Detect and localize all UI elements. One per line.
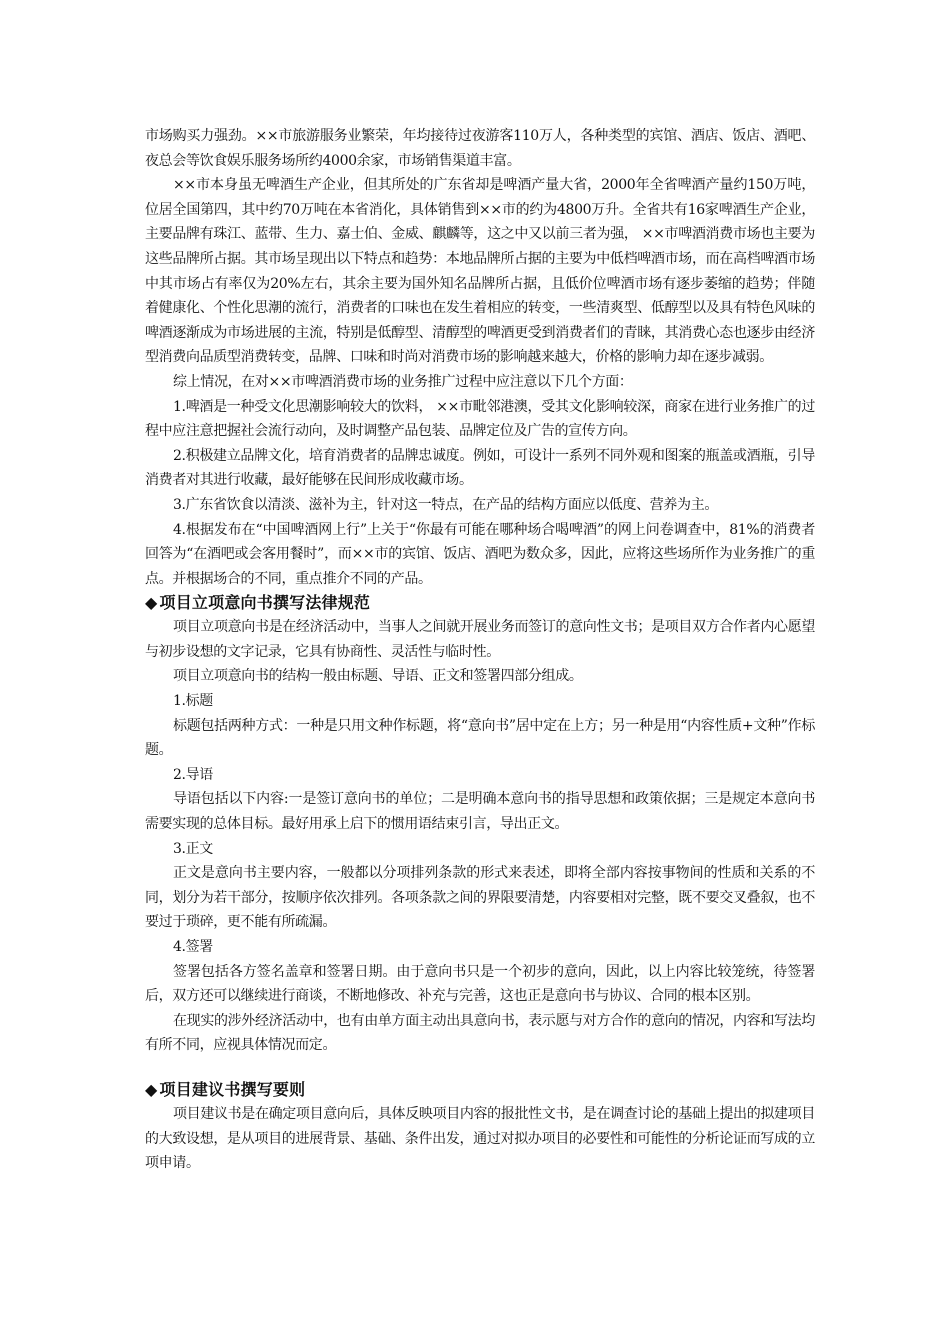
subsection-body: 标题包括两种方式：一种是只用文种作标题，将“意向书”居中定在上方；另一种是用“内容性质+文种”作标题。 — [145, 717, 815, 759]
document-page — [145, 124, 815, 1176]
paragraph-intent-structure: 项目立项意向书的结构一般由标题、导语、正文和签署四部分组成。 — [173, 668, 583, 685]
intent-letter-section — [145, 591, 815, 1058]
subsection-body: 签署包括各方签名盖章和签署日期。由于意向书只是一个初步的意向，因此，以上内容比较笼统，待签署后，双方还可以继续进行商谈，不断地修改、补充与完善，这也正是意向书与协议、合同的根本区别。 — [145, 963, 815, 1005]
subsection-body: 导语包括以下内容:一是签订意向书的单位；二是明确本意向书的指导思想和政策依据；三是规定本意向书需要实现的总体目标。最好用承上启下的惯用语结束引言，导出正文。 — [145, 791, 815, 833]
section-heading — [145, 591, 815, 615]
heading-text: 项目立项意向书撰写法律规范 — [159, 593, 371, 613]
subsection-title: 4.签署 — [173, 939, 213, 955]
market-analysis-section — [145, 124, 815, 591]
paragraph-intent-definition: 项目立项意向书是在经济活动中，当事人之间就开展业务而签订的意向性文书；是项目双方合作者内心愿望与初步设想的文字记录，它具有协商性、灵活性与临时性。 — [145, 619, 815, 660]
paragraph-market-overview: 市场购买力强劲。××市旅游服务业繁荣，年均接待过夜游客110万人，各种类型的宾馆、酒店、饭店、酒吧、夜总会等饮食娱乐服务场所约4000余家，市场销售渠道丰富。 — [145, 128, 815, 169]
paragraph-summary-lead: 综上情况，在对××市啤酒消费市场的业务推广过程中应注意以下几个方面： — [173, 373, 633, 390]
paragraph-closing-note: 在现实的涉外经济活动中，也有由单方面主动出具意向书，表示愿与对方合作的意向的情况，内容和写法均有所不同，应视具体情况而定。 — [145, 1012, 815, 1054]
list-item: 1.啤酒是一种受文化思潮影响较大的饮料， ××市毗邻港澳，受其文化影响较深，商家在进行业务推广的过程中应注意把握社会流行动向，及时调整产品包装、品牌定位及广告的宣传方向。 — [145, 398, 815, 440]
paragraph-proposal-definition: 项目建议书是在确定项目意向后，具体反映项目内容的报批性文书，是在调查讨论的基础上提出的拟建项目的大致设想，是从项目的进展背景、基础、条件出发，通过对拟办项目的必要性和可能性的分析论证而写成的立项申请。 — [145, 1105, 815, 1172]
heading-text: 项目建议书撰写要则 — [159, 1079, 306, 1099]
subsection-title: 3.正文 — [173, 840, 213, 857]
subsection-title: 2.导语 — [173, 766, 213, 783]
subsection-title: 1.标题 — [173, 693, 213, 710]
list-item: 2.积极建立品牌文化，培育消费者的品牌忠诚度。例如，可设计一系列不同外观和图案的瓶盖或酒瓶，引导消费者对其进行收藏，最好能够在民间形成收藏市场。 — [145, 447, 815, 489]
section-spacer — [145, 1058, 815, 1078]
diamond-bullet-icon: ◆ — [145, 1079, 158, 1099]
list-item: 3.广东省饮食以清淡、滋补为主，针对这一特点，在产品的结构方面应以低度、营养为主。 — [173, 496, 719, 513]
section-heading — [145, 1078, 815, 1102]
proposal-section — [145, 1078, 815, 1176]
list-item: 4.根据发布在“中国啤酒网上行”上关于“你最有可能在哪种场合喝啤酒”的网上问卷调查中，81%的消费者回答为“在酒吧或会客用餐时”，而××市的宾馆、饭店、酒吧为数众多，因此，应将这些场所作为业务推广的重点。并根据场合的不同，重点推介不同的产品。 — [145, 521, 815, 587]
diamond-bullet-icon: ◆ — [145, 593, 158, 613]
subsection-body: 正文是意向书主要内容，一般都以分项排列条款的形式来表述，即将全部内容按事物间的性质和关系的不同，划分为若干部分，按顺序依次排列。各项条款之间的界限要清楚，内容要相对完整，既不要交叉叠叙，也不要过于琐碎，更不能有所疏漏。 — [145, 865, 815, 931]
paragraph-beer-industry: ××市本身虽无啤酒生产企业，但其所处的广东省却是啤酒产量大省，2000年全省啤酒产量约150万吨，位居全国第四，其中约70万吨在本省消化，具体销售到××市的约为4800万升。全省共有16家啤酒生产企业，主要品牌有珠江、蓝带、生力、嘉士伯、金威、麒麟等，这之中又以前三者为强， ××市啤酒消费市场也主要为这些品牌所占据。其市场呈现出以下特点和趋势：本地品牌所占据的主要为中低档啤酒市场，而在高档啤酒市场中其市场占有率仅为20%左右，其余主要为国外知名品牌所占据，且低价位啤酒市场有逐步萎缩的趋势；伴随着健康化、个性化思潮的流行，消费者的口味也在发生着相应的转变，一些清爽型、低醇型以及具有特色风味的啤酒逐渐成为市场进展的主流，特别是低醇型、清醇型的啤酒更受到消费者们的青睐，其消费心态也逐步由经济型消费向品质型消费转变，品牌、口味和时尚对消费市场的影响越来越大，价格的影响力却在逐步减弱。 — [145, 177, 815, 366]
